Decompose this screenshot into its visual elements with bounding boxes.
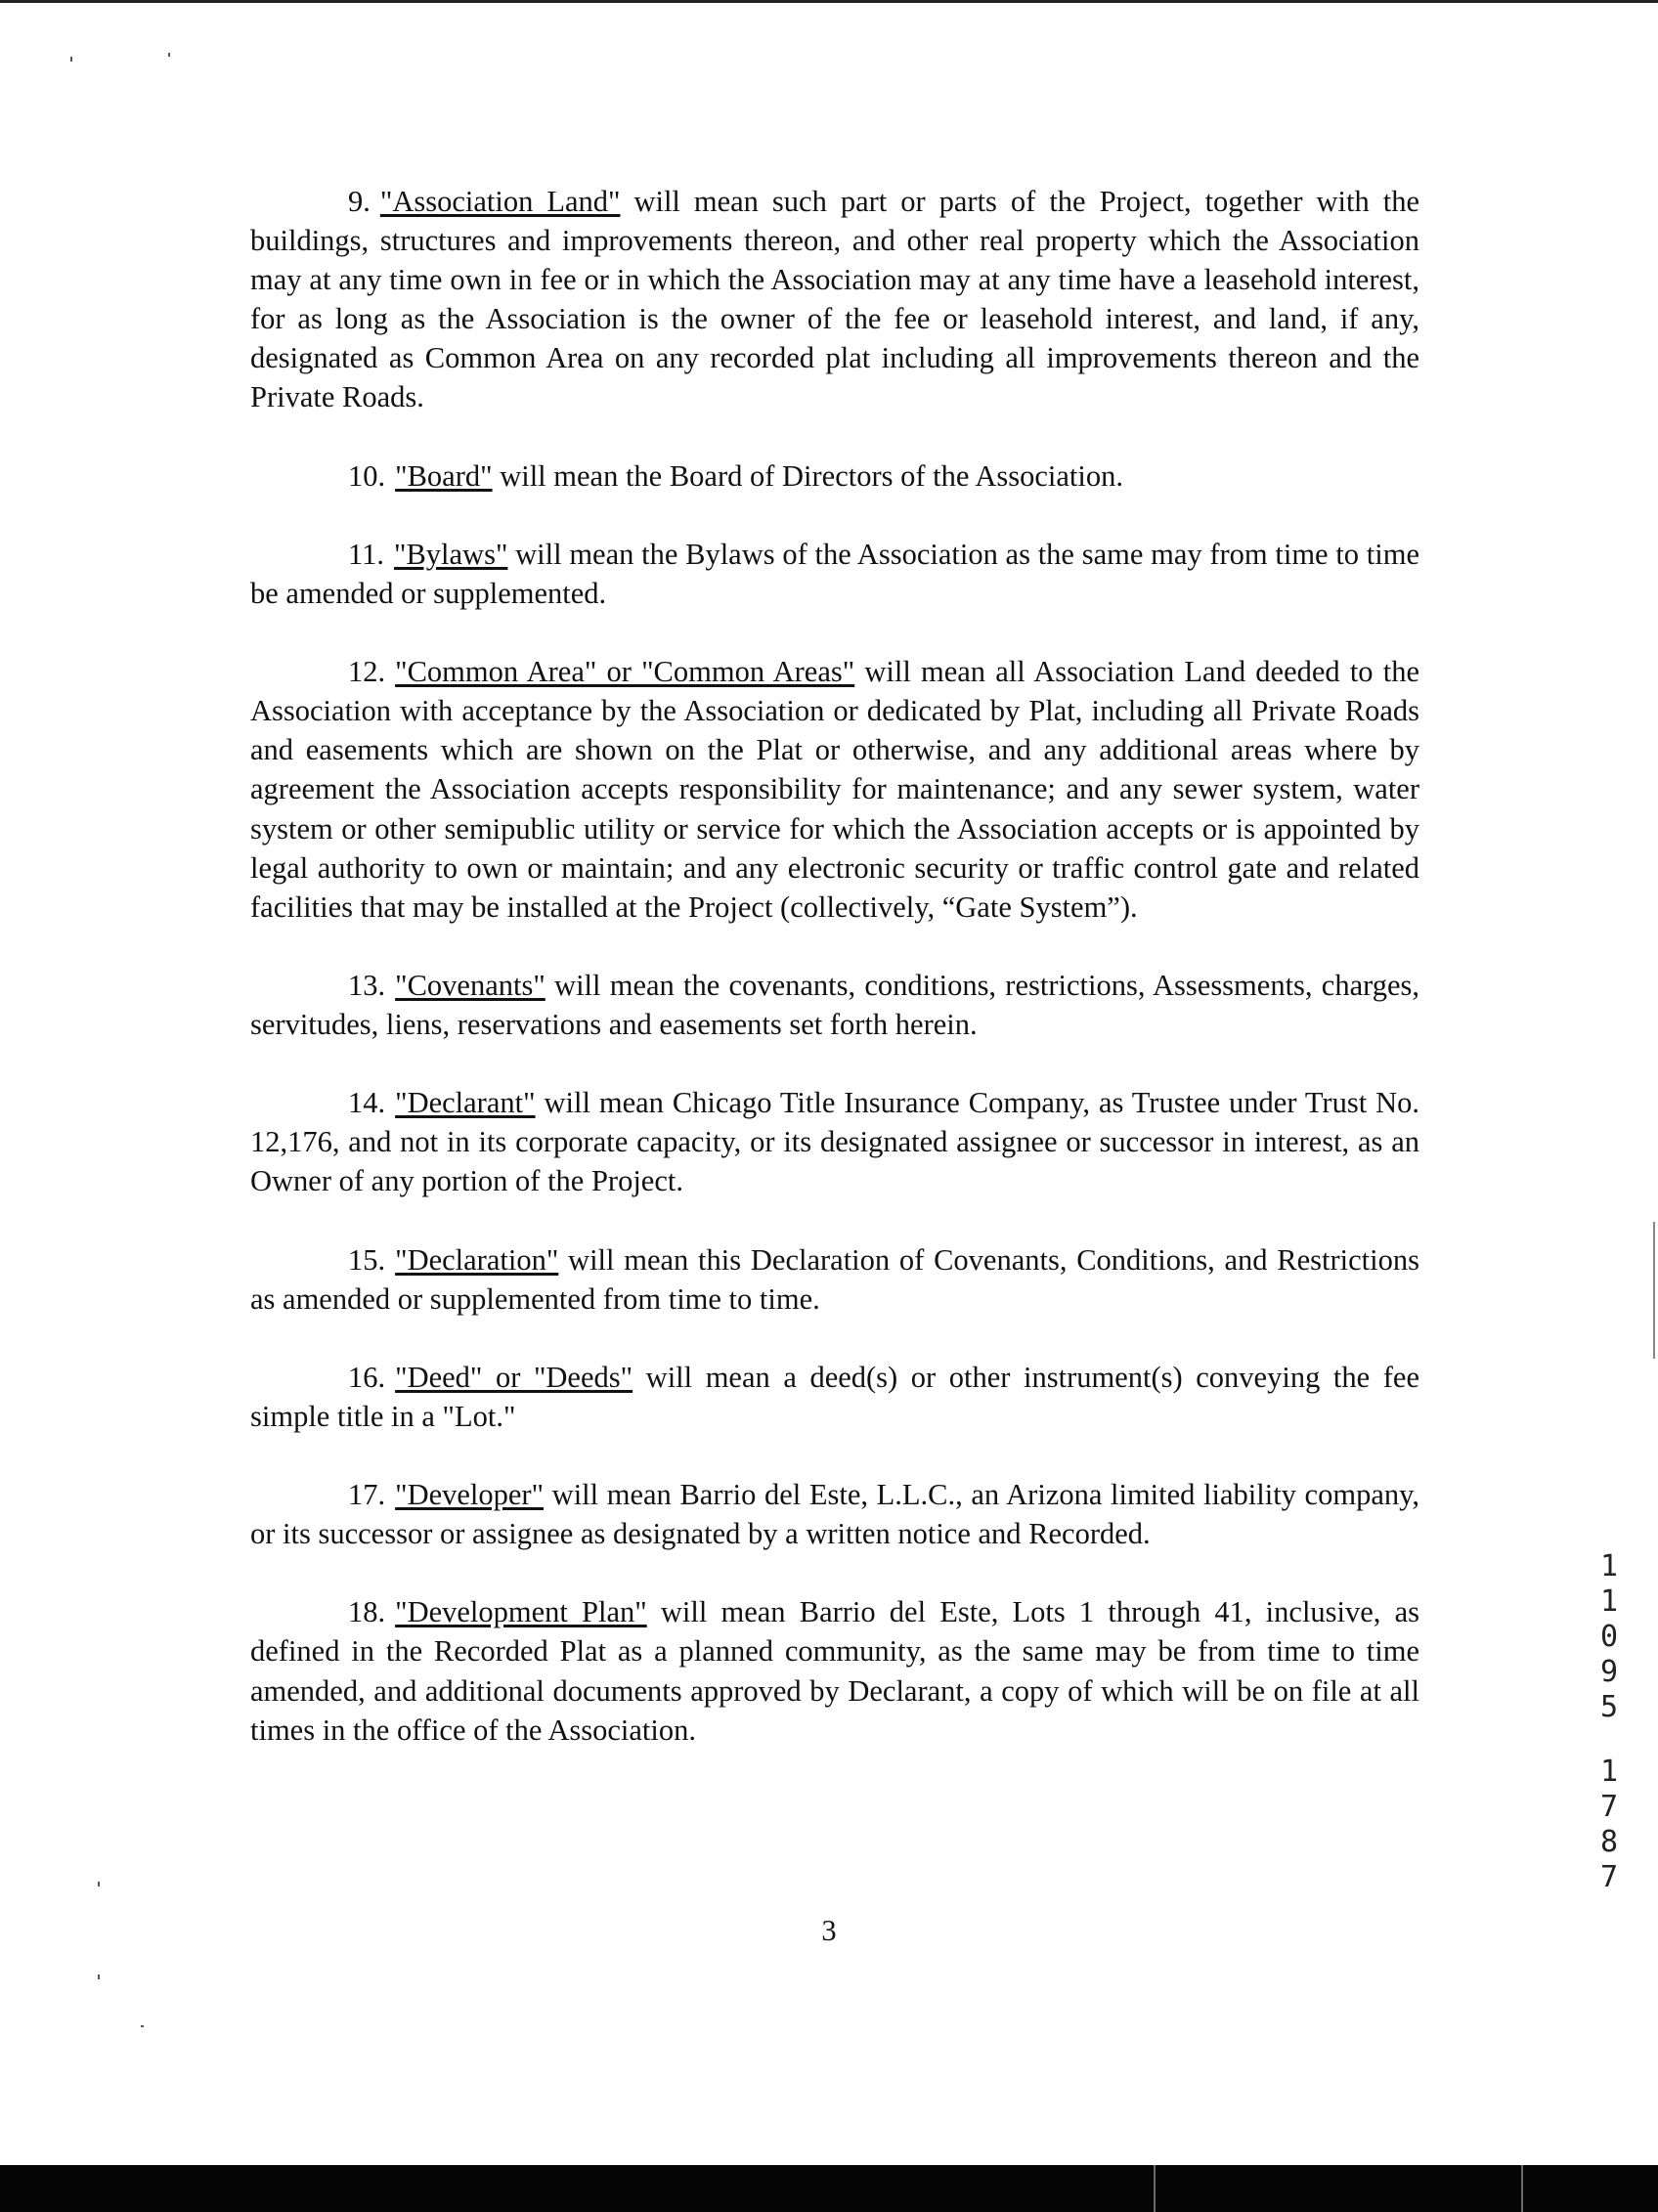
defined-term: "Declarant": [395, 1086, 536, 1120]
definition-paragraph-10: [250, 456, 1419, 496]
definition-text: will mean the Board of Directors of the Association.: [492, 458, 1124, 493]
definition-paragraph-13: [250, 966, 1419, 1044]
definition-text: will mean Barrio del Este, L.L.C., an Arizona limited liability company, or its successor or assignee as designated by a written notice and Recorded.: [250, 1478, 1419, 1551]
stamp-digit: 1: [1599, 1755, 1619, 1789]
paragraph-number: 14.: [348, 1086, 386, 1120]
stamp-digit: 1: [1599, 1549, 1619, 1583]
definition-text: will mean a deed(s) or other instrument(s) conveying the fee simple title in a "Lot.": [250, 1360, 1419, 1433]
definition-paragraph-17: [250, 1475, 1419, 1553]
scan-bottom-border: [0, 2165, 1658, 2212]
page-number: 3: [821, 1914, 837, 1947]
defined-term: "Development Plan": [395, 1595, 647, 1629]
defined-term: "Developer": [395, 1478, 545, 1512]
paragraph-number: 18.: [348, 1595, 386, 1629]
definition-text: will mean the covenants, conditions, restrictions, Assessments, charges, servitudes, liens, reservations and easements set forth herein.: [250, 968, 1419, 1041]
definition-text: will mean Barrio del Este, Lots 1 through 41, inclusive, as defined in the Recorded Plat as a planned community, as the same may be from time to time amended, and additional documents approved by Declarant, a copy of which will be on file at all times in the office of the Association.: [250, 1595, 1419, 1747]
definition-text: will mean the Bylaws of the Association as the same may from time to time be amended or supplemented.: [250, 537, 1419, 610]
defined-term: "Association Land": [379, 185, 621, 218]
scan-bar-tick: [1521, 2165, 1523, 2212]
defined-term: "Bylaws": [394, 537, 508, 571]
paragraph-number: 11.: [348, 537, 384, 571]
paragraph-number: 12.: [348, 655, 386, 689]
scan-speck: [168, 53, 170, 57]
stamp-digit: 0: [1599, 1620, 1619, 1654]
scan-speck: [70, 57, 72, 62]
scan-speck: [98, 1882, 100, 1887]
definition-paragraph-11: [250, 535, 1419, 613]
definition-paragraph-15: [250, 1240, 1419, 1319]
definition-paragraph-9: [250, 182, 1419, 417]
scan-speck: [1653, 1222, 1655, 1359]
defined-term: "Covenants": [395, 968, 545, 1002]
definition-paragraph-12: [250, 652, 1419, 927]
definition-text: will mean Chicago Title Insurance Company, as Trustee under Trust No. 12,176, and not in its corporate capacity, or its designated assignee or successor in interest, as an Owner of any portion of the Project.: [250, 1086, 1419, 1198]
scan-speck: [98, 1974, 100, 1979]
defined-term: "Board": [395, 458, 493, 493]
paragraph-number: 9.: [348, 185, 371, 218]
definition-paragraph-16: [250, 1358, 1419, 1436]
scan-speck: [141, 2025, 144, 2027]
definition-paragraph-14: [250, 1083, 1419, 1200]
definition-paragraph-18: [250, 1592, 1419, 1749]
scan-top-edge: [0, 0, 1658, 3]
definition-text: will mean all Association Land deeded to the Association with acceptance by the Association or dedicated by Plat, including all Private Roads and easements which are shown on the Plat or otherwise, and any additional areas where by agreement the Association accepts responsibility for maintenance; and any sewer system, water system or other semipublic utility or service for which the Association accepts or is appointed by legal authority to own or maintain; and any electronic security or traffic control gate and related facilities that may be installed at the Project (collectively, “Gate System”).: [250, 655, 1420, 924]
stamp-gap: [1592, 1725, 1627, 1755]
recording-number-stamp: [1592, 1549, 1627, 1895]
stamp-digit: 1: [1599, 1584, 1619, 1619]
definitions-body: [250, 182, 1419, 1789]
paragraph-number: 17.: [348, 1478, 386, 1512]
definition-text: will mean this Declaration of Covenants, Conditions, and Restrictions as amended or supplemented from time to time.: [250, 1242, 1419, 1316]
paragraph-number: 16.: [348, 1360, 386, 1394]
stamp-digit: 7: [1599, 1790, 1619, 1824]
stamp-digit: 5: [1599, 1690, 1619, 1724]
stamp-digit: 7: [1599, 1860, 1619, 1894]
stamp-digit: 8: [1599, 1825, 1619, 1859]
paragraph-number: 10.: [348, 458, 386, 493]
scan-bar-tick: [1154, 2165, 1156, 2212]
stamp-digit: 9: [1599, 1655, 1619, 1689]
paragraph-number: 15.: [348, 1242, 386, 1277]
defined-term: "Deed" or "Deeds": [395, 1360, 633, 1394]
paragraph-number: 13.: [348, 968, 386, 1002]
defined-term: "Common Area" or "Common Areas": [395, 655, 855, 689]
definition-text: will mean such part or parts of the Project, together with the buildings, structures and improvements thereon, and other real property which the Association may at any time own in fee or in which the Association may at any time have a leasehold interest, for as long as the Association is the owner of the fee or leasehold interest, and land, if any, designated as Common Area on any recorded plat including all improvements thereon and the Private Roads.: [250, 185, 1419, 414]
defined-term: "Declaration": [395, 1242, 559, 1277]
